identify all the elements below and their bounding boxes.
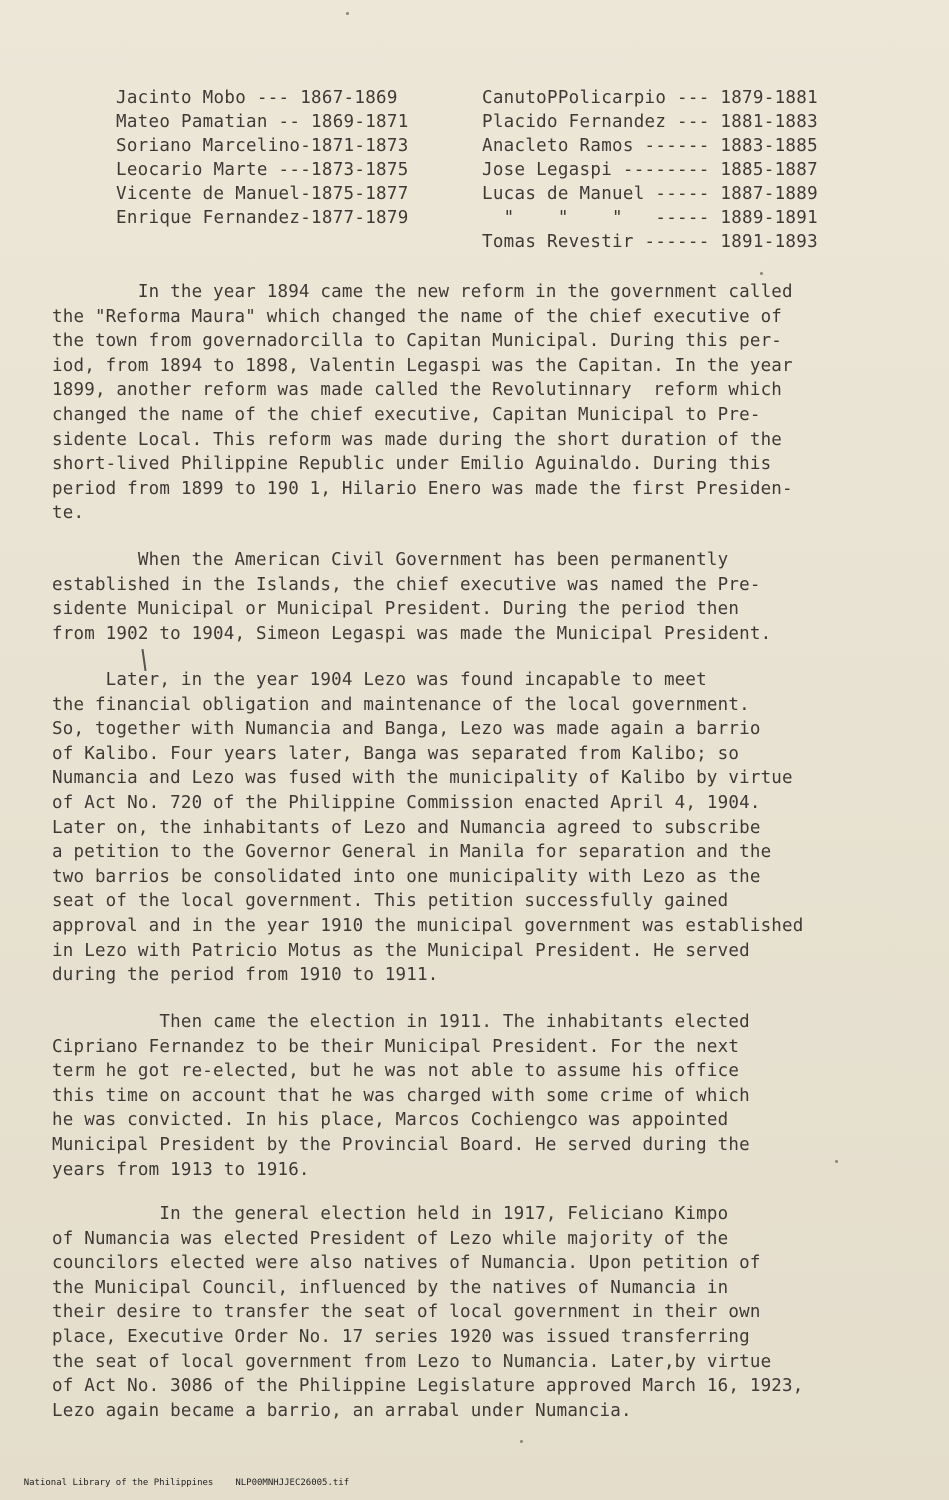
text-line: during the period from 1910 to 1911. xyxy=(52,965,439,986)
text-line: sidente Municipal or Municipal President. During the period then xyxy=(52,599,740,620)
text-line: Cipriano Fernandez to be their Municipal President. For the next xyxy=(52,1036,740,1057)
text-line: the financial obligation and maintenance of the local government. xyxy=(52,694,750,715)
text-line: the "Reforma Maura" which changed the name of the chief executive of xyxy=(52,306,783,327)
paper-speck xyxy=(520,1440,523,1443)
text-line: their desire to transfer the seat of local government in their own xyxy=(52,1302,761,1323)
text-line: councilors elected were also natives of Numancia. Upon petition of xyxy=(52,1253,761,1274)
text-line: two barrios be consolidated into one municipality with Lezo as the xyxy=(52,866,761,887)
text-line: seat of the local government. This petition successfully gained xyxy=(52,891,729,912)
paragraph-election-1911 xyxy=(52,1010,902,1182)
paper-speck xyxy=(835,1160,838,1163)
paragraph-reforma-maura xyxy=(52,280,902,526)
official-entry: Jose Legaspi -------- 1885-1887 xyxy=(482,160,818,180)
text-line: the town from governadorcilla to Capitan Municipal. During this per- xyxy=(52,331,783,352)
text-line: In the general election held in 1917, Feliciano Kimpo xyxy=(52,1204,729,1224)
text-line: Numancia and Lezo was fused with the municipality of Kalibo by virtue xyxy=(52,768,793,789)
official-entry: CanutoPPolicarpio --- 1879-1881 xyxy=(482,88,818,108)
footer-library: National Library of the Philippines xyxy=(23,1478,214,1488)
text-line: In the year 1894 came the new reform in the government called xyxy=(52,282,793,302)
official-entry: Tomas Revestir ------ 1891-1893 xyxy=(482,232,818,252)
text-line: iod, from 1894 to 1898, Valentin Legaspi was the Capitan. In the year xyxy=(52,355,793,376)
text-line: Municipal President by the Provincial Board. He served during the xyxy=(52,1134,750,1155)
text-line: term he got re-elected, but he was not able to assume his office xyxy=(52,1061,740,1082)
text-line: Later, in the year 1904 Lezo was found incapable to meet xyxy=(52,670,707,690)
text-line: of Act No. 3086 of the Philippine Legislature approved March 16, 1923, xyxy=(52,1376,804,1397)
paragraph-american-government xyxy=(52,548,902,646)
official-entry: " " " ----- 1889-1891 xyxy=(482,208,818,228)
text-line: te. xyxy=(52,503,85,524)
text-line: years from 1913 to 1916. xyxy=(52,1159,310,1180)
paper-speck xyxy=(760,272,763,275)
official-entry: Jacinto Mobo --- 1867-1869 xyxy=(116,88,398,108)
officials-list-right xyxy=(482,86,818,254)
official-entry: Vicente de Manuel-1875-1877 xyxy=(116,184,409,204)
official-entry: Soriano Marcelino-1871-1873 xyxy=(116,136,409,156)
text-line: of Act No. 720 of the Philippine Commission enacted April 4, 1904. xyxy=(52,792,761,813)
paragraph-election-1917 xyxy=(52,1202,902,1423)
scan-footer xyxy=(2,1468,371,1498)
text-line: he was convicted. In his place, Marcos Cochiengco was appointed xyxy=(52,1110,729,1131)
text-line: 1899, another reform was made called the Revolutinnary reform which xyxy=(52,380,783,401)
official-entry: Lucas de Manuel ----- 1887-1889 xyxy=(482,184,818,204)
text-line: established in the Islands, the chief executive was named the Pre- xyxy=(52,574,761,595)
official-entry: Enrique Fernandez-1877-1879 xyxy=(116,208,409,228)
footer-file: NLP00MNHJJEC26005.tif xyxy=(235,1478,350,1488)
text-line: period from 1899 to 190 1, Hilario Enero was made the first Presiden- xyxy=(52,478,793,499)
text-line: the Municipal Council, influenced by the natives of Numancia in xyxy=(52,1277,729,1298)
paragraph-lezo-barrio xyxy=(52,668,902,988)
text-line: from 1902 to 1904, Simeon Legaspi was made the Municipal President. xyxy=(52,623,772,644)
text-line: approval and in the year 1910 the municipal government was established xyxy=(52,915,804,936)
official-entry: Anacleto Ramos ------ 1883-1885 xyxy=(482,136,818,156)
text-line: a petition to the Governor General in Manila for separation and the xyxy=(52,842,772,863)
text-line: short-lived Philippine Republic under Emilio Aguinaldo. During this xyxy=(52,454,772,475)
text-line: the seat of local government from Lezo to Numancia. Later,by virtue xyxy=(52,1351,772,1372)
text-line: changed the name of the chief executive, Capitan Municipal to Pre- xyxy=(52,404,761,425)
text-line: place, Executive Order No. 17 series 1920 was issued transferring xyxy=(52,1326,750,1347)
officials-list-left xyxy=(116,86,409,230)
text-line: Later on, the inhabitants of Lezo and Numancia agreed to subscribe xyxy=(52,817,761,838)
text-line: When the American Civil Government has been permanently xyxy=(52,550,729,570)
text-line: Lezo again became a barrio, an arrabal under Numancia. xyxy=(52,1400,632,1421)
text-line: So, together with Numancia and Banga, Lezo was made again a barrio xyxy=(52,719,761,740)
official-entry: Placido Fernandez --- 1881-1883 xyxy=(482,112,818,132)
paper-speck xyxy=(346,12,349,15)
text-line: in Lezo with Patricio Motus as the Municipal President. He served xyxy=(52,940,750,961)
text-line: sidente Local. This reform was made during the short duration of the xyxy=(52,429,783,450)
official-entry: Leocario Marte ---1873-1875 xyxy=(116,160,409,180)
official-entry: Mateo Pamatian -- 1869-1871 xyxy=(116,112,409,132)
text-line: this time on account that he was charged with some crime of which xyxy=(52,1085,750,1106)
text-line: of Numancia was elected President of Lezo while majority of the xyxy=(52,1228,729,1249)
text-line: Then came the election in 1911. The inhabitants elected xyxy=(52,1012,750,1032)
text-line: of Kalibo. Four years later, Banga was separated from Kalibo; so xyxy=(52,743,740,764)
